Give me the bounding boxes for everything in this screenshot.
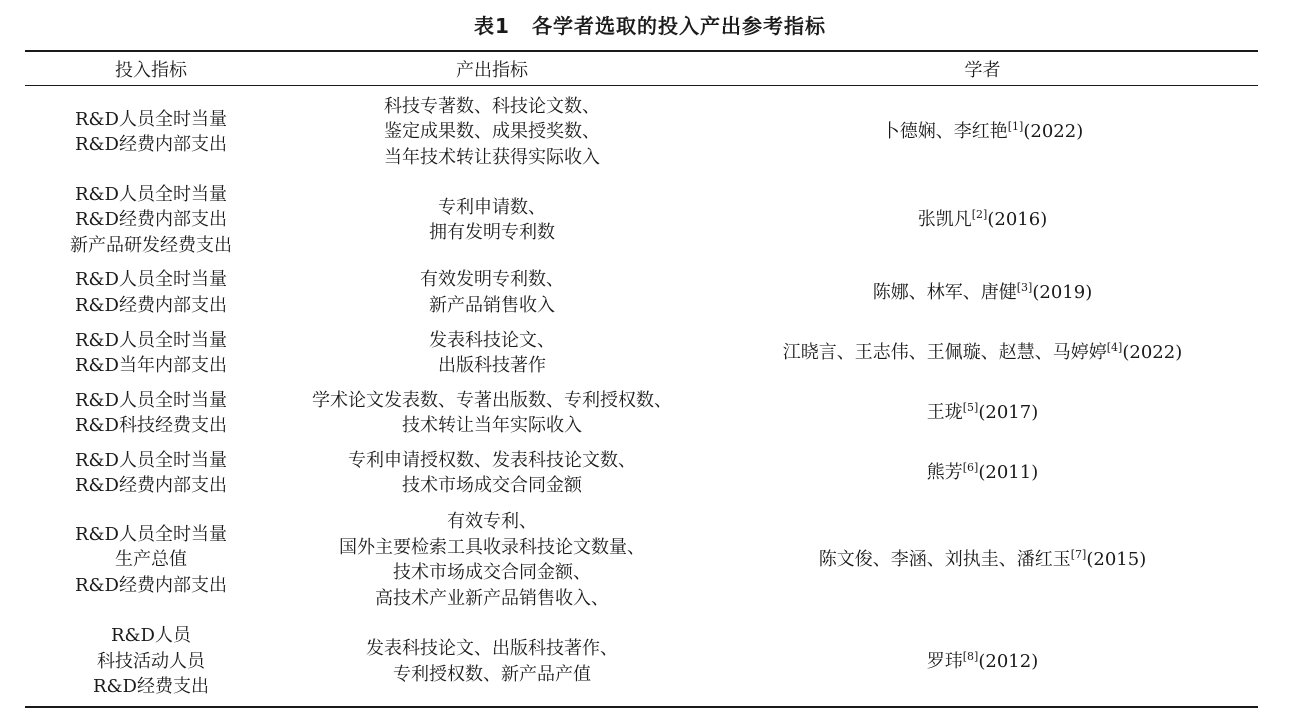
table-row: [25, 617, 1258, 707]
output-line: 技术市场成交合同金额: [402, 475, 582, 496]
reference-mark: [5]: [962, 401, 979, 415]
output-line: 科技专著数、科技论文数、: [384, 95, 600, 117]
input-line: R&D经费内部支出: [74, 134, 227, 155]
output-line: 国外主要检索工具收录科技论文数量、: [339, 536, 645, 558]
input-cell: [25, 383, 277, 443]
input-line: R&D人员全时当量: [74, 108, 227, 130]
reference-mark: [4]: [1106, 341, 1123, 355]
scholar-cell: [707, 323, 1258, 383]
header-output: 产出指标: [277, 51, 707, 86]
output-line: 专利申请数、: [438, 196, 546, 218]
table-row: [25, 262, 1258, 323]
scholar-cell: [707, 503, 1258, 617]
output-line: 当年技术转让获得实际收入: [384, 146, 600, 168]
input-line: R&D人员全时当量: [74, 183, 227, 205]
reference-mark: [1]: [1007, 120, 1024, 134]
scholar-cell: [707, 617, 1258, 707]
table-title: 各学者选取的投入产出参考指标: [531, 14, 826, 38]
reference-mark: [6]: [962, 461, 979, 475]
scholar-year: (2017): [978, 402, 1039, 424]
input-line: 新产品研发经费支出: [70, 234, 232, 256]
input-line: R&D经费内部支出: [74, 209, 227, 231]
output-cell: [277, 262, 707, 323]
input-line: R&D人员全时当量: [74, 329, 227, 351]
output-line: 有效专利、: [447, 511, 537, 532]
input-line: R&D人员全时当量: [74, 449, 227, 471]
reference-mark: [8]: [962, 649, 979, 663]
input-line: R&D经费内部支出: [74, 294, 227, 316]
scholar-names: 王珑: [926, 402, 963, 424]
scholar-names: 熊芳: [926, 462, 963, 484]
output-line: 专利授权数、新产品产值: [393, 663, 591, 685]
input-cell: [25, 503, 277, 617]
scholar-cell: [707, 443, 1258, 503]
output-cell: [277, 383, 707, 443]
scholar-year: (2022): [1122, 342, 1183, 364]
output-line: 有效发明专利数、: [420, 269, 564, 290]
output-line: 技术市场成交合同金额、: [393, 562, 591, 583]
header-row: [25, 51, 1258, 86]
input-cell: [25, 178, 277, 262]
scholar-year: (2012): [978, 650, 1039, 672]
scholar-names: 张凯凡: [917, 209, 972, 231]
table-row: [25, 383, 1258, 443]
input-line: R&D人员全时当量: [74, 269, 227, 290]
output-cell: [277, 617, 707, 707]
scholar-year: (2011): [978, 462, 1039, 484]
output-line: 发表科技论文、出版科技著作、: [366, 638, 618, 659]
input-line: 科技活动人员: [97, 650, 205, 672]
input-line: R&D人员全时当量: [74, 523, 227, 545]
scholar-cell: [707, 383, 1258, 443]
scholar-cell: [707, 262, 1258, 323]
table-caption: [0, 10, 1300, 39]
scholar-names: 罗玮: [926, 650, 963, 672]
output-line: 新产品销售收入: [429, 294, 555, 316]
output-cell: [277, 178, 707, 262]
scholar-year: (2016): [987, 209, 1048, 231]
table-row: [25, 86, 1258, 179]
input-line: R&D人员: [110, 625, 191, 647]
header-scholar: 学者: [707, 51, 1258, 86]
output-cell: [277, 443, 707, 503]
table-row: [25, 443, 1258, 503]
scholar-names: 江晓言、王志伟、王佩璇、赵慧、马婷婷: [782, 342, 1107, 364]
output-line: 鉴定成果数、成果授奖数、: [384, 121, 600, 143]
input-line: R&D经费支出: [92, 676, 209, 698]
input-line: R&D当年内部支出: [74, 355, 227, 376]
input-line: 生产总值: [115, 549, 187, 571]
input-cell: [25, 617, 277, 707]
reference-mark: [3]: [1016, 280, 1033, 294]
output-cell: [277, 323, 707, 383]
reference-mark: [7]: [1070, 548, 1087, 562]
table-row: [25, 178, 1258, 262]
input-cell: [25, 323, 277, 383]
output-line: 发表科技论文、: [429, 329, 555, 351]
scholar-names: 陈文俊、李涵、刘执圭、潘红玉: [818, 549, 1071, 571]
header-input: 投入指标: [25, 51, 277, 86]
output-line: 专利申请授权数、发表科技论文数、: [348, 449, 636, 471]
output-line: 高技术产业新产品销售收入、: [375, 587, 609, 609]
output-cell: [277, 503, 707, 617]
output-line: 技术转让当年实际收入: [402, 415, 582, 436]
table-row: [25, 503, 1258, 617]
input-cell: [25, 86, 277, 179]
input-line: R&D经费内部支出: [74, 475, 227, 496]
table-number: 表1: [474, 14, 510, 38]
scholar-cell: [707, 86, 1258, 179]
output-line: 学术论文发表数、专著出版数、专利授权数、: [312, 389, 672, 411]
input-line: R&D人员全时当量: [74, 389, 227, 411]
table-row: [25, 323, 1258, 383]
scholar-year: (2015): [1086, 549, 1147, 571]
indicator-table: [25, 50, 1258, 708]
scholar-year: (2019): [1032, 281, 1093, 303]
output-line: 出版科技著作: [438, 355, 546, 376]
input-line: R&D科技经费支出: [74, 415, 227, 436]
output-line: 拥有发明专利数: [429, 222, 555, 243]
input-cell: [25, 262, 277, 323]
output-cell: [277, 86, 707, 179]
input-cell: [25, 443, 277, 503]
reference-mark: [2]: [971, 208, 988, 222]
scholar-names: 陈娜、林军、唐健: [872, 281, 1017, 303]
input-line: R&D经费内部支出: [74, 574, 227, 596]
scholar-cell: [707, 178, 1258, 262]
scholar-year: (2022): [1023, 121, 1084, 143]
scholar-names: 卜德娴、李红艳: [881, 121, 1008, 143]
